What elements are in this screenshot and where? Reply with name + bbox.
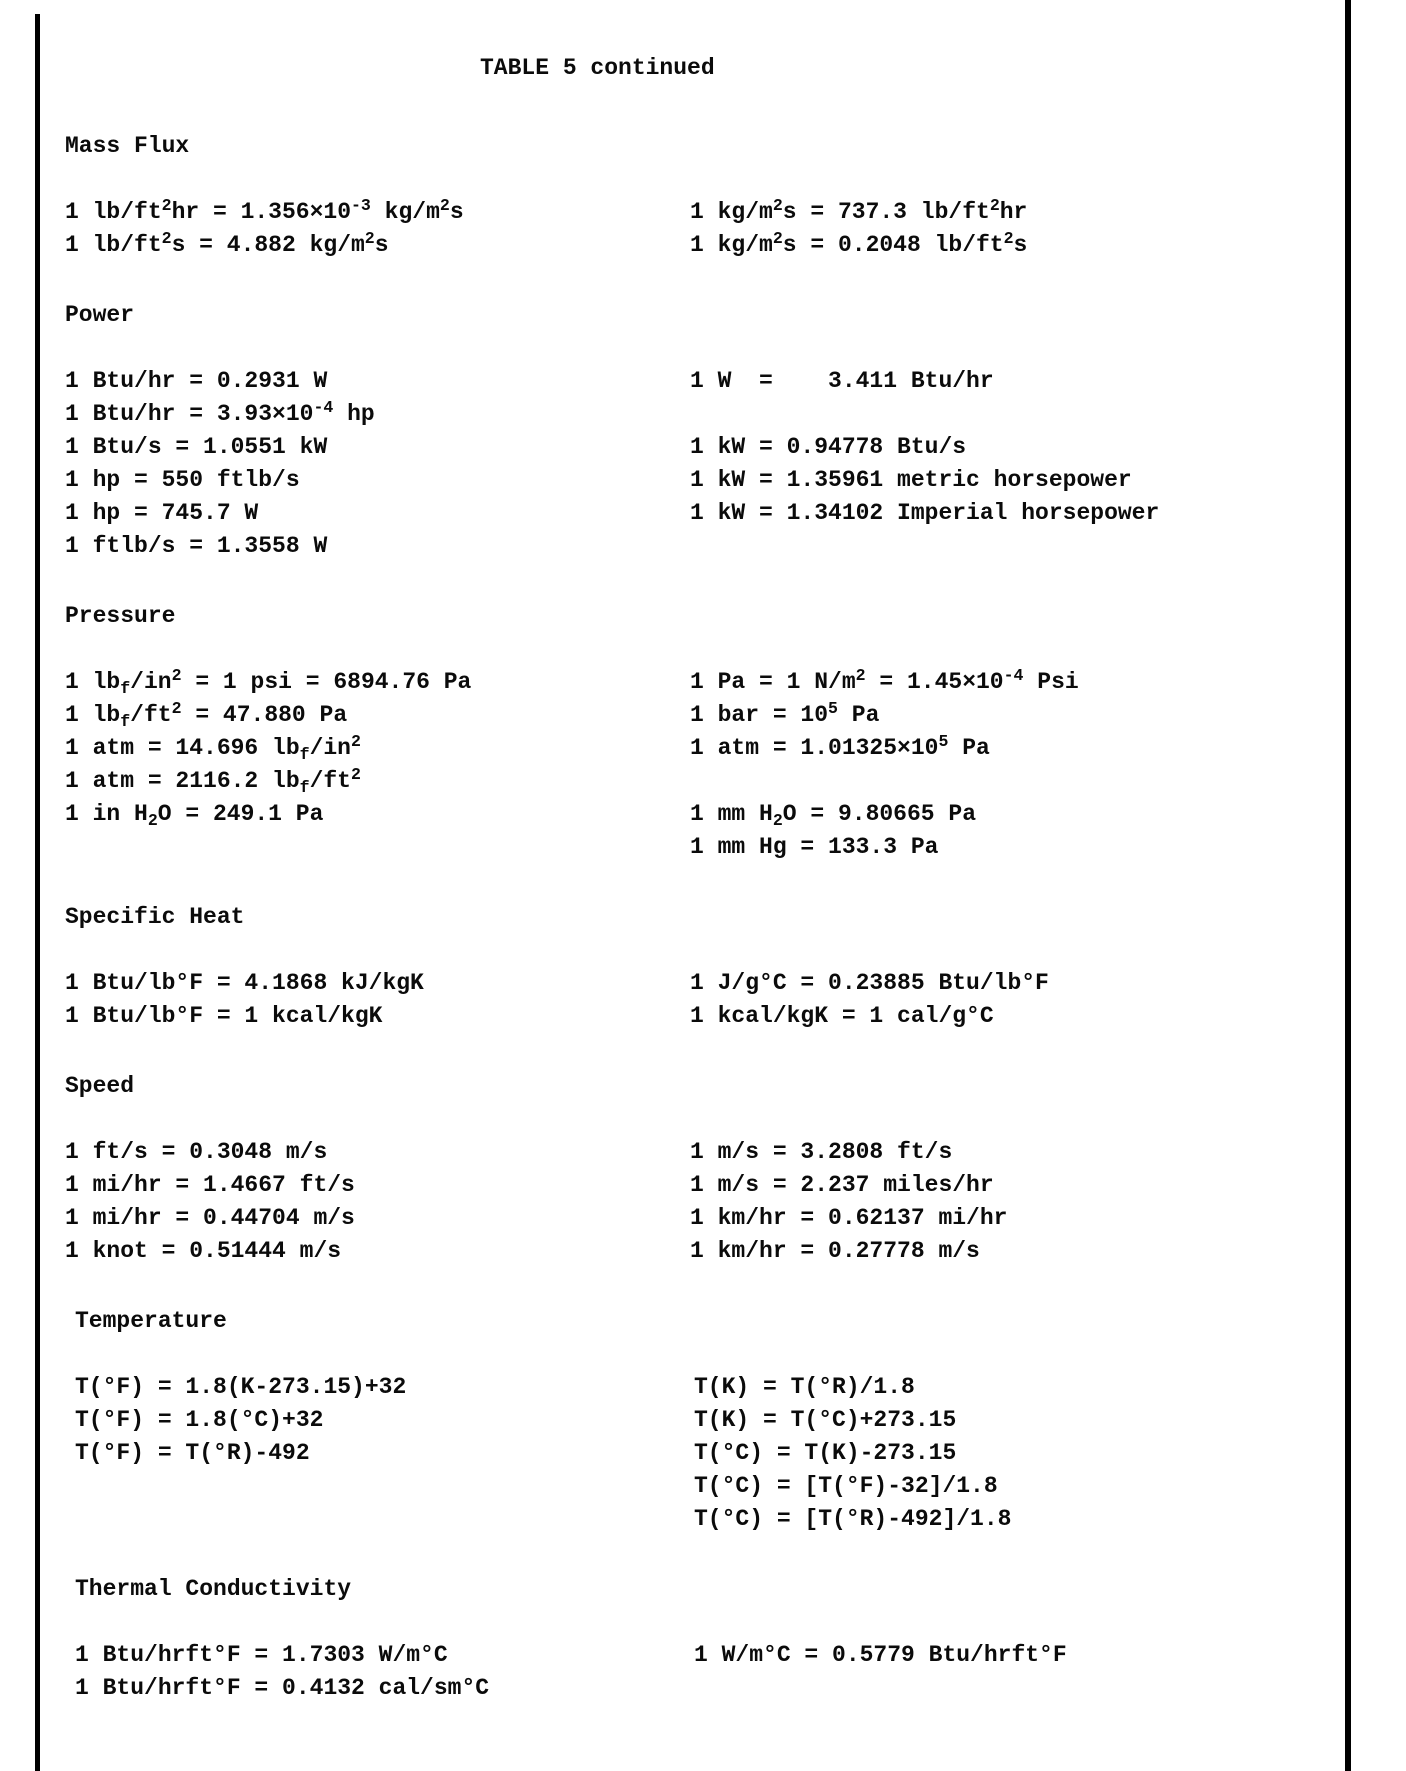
section-heading: Thermal Conductivity [75,1576,352,1602]
conversion-left: 1 Btu/lb°F = 4.1868 kJ/kgK [65,970,424,996]
conversion-left: 1 atm = 14.696 $lb_f/in^2$ [65,732,361,765]
page-border-right [1345,0,1351,1771]
conversion-right: 1 $kg/m^2s = 737.3$ $lb/ft^2hr$ [690,196,1028,225]
conversion-row [65,831,1310,864]
conversion-left: 1 mi/hr = 0.44704 m/s [65,1205,355,1231]
conversion-right: 1 $kg/m^2s = 0.2048$ $lb/ft^2s$ [690,229,1028,258]
conversion-right: 1 kW = 0.94778 Btu/s [690,434,967,460]
conversion-left: 1 $lb/ft^2s = 4.882$ $kg/m^2s$ [65,229,389,258]
conversion-row [65,497,1310,530]
conversion-left: 1 $Btu/hr = 3.93\times 10^{-4}$ hp [65,398,375,427]
section-heading: Specific Heat [65,904,245,930]
conversion-right: T(K) = T(°C)+273.15 [694,1407,957,1433]
conversion-row [65,666,1310,699]
section-heading: Speed [65,1073,135,1099]
section-thermal-conductivity [65,1573,1310,1705]
conversion-row [65,196,1310,229]
conversion-left: 1 ftlb/s = 1.3558 W [65,533,328,559]
conversion-left: 1 knot = 0.51444 m/s [65,1238,342,1264]
conversion-right: 1 mm $H_2O = 9.80665$ Pa [690,801,976,831]
conversion-row [65,1169,1310,1202]
conversion-row [65,732,1310,765]
page-content [65,52,1310,1705]
conversion-right: 1 bar = $10^5$ Pa [690,699,880,728]
conversion-right [690,530,1310,563]
conversion-right: 1 atm = $1.01325\times 10^5$ Pa [690,732,990,761]
conversion-left: T(°F) = T(°R)-492 [75,1440,310,1466]
conversion-left: 1 Btu/s = 1.0551 kW [65,434,328,460]
conversion-row [65,365,1310,398]
conversion-left: 1 mi/hr = 1.4667 ft/s [65,1172,355,1198]
conversion-left: T(°F) = 1.8(K-273.15)+32 [75,1374,407,1400]
conversion-right [690,765,1310,798]
conversion-row [65,967,1310,1000]
conversion-left: 1 atm = 2116.2 $lb_f/ft^2$ [65,765,361,798]
conversion-row [65,1202,1310,1235]
conversion-row [65,1371,1310,1404]
conversion-right: 1 Pa = 1 $N/m^2 = 1.45\times 10^{-4}$ Psi [690,666,1079,695]
conversion-right: 1 m/s = 3.2808 ft/s [690,1139,953,1165]
conversion-left [65,831,690,864]
conversion-left: 1 Btu/hrft°F = 1.7303 W/m°C [75,1642,448,1668]
conversion-right: T(°C) = [T(°F)-32]/1.8 [694,1473,998,1499]
conversion-left: 1 in $H_2O = 249.1$ Pa [65,801,324,831]
conversion-right: 1 kW = 1.35961 metric horsepower [690,467,1132,493]
conversion-right: T(°C) = T(K)-273.15 [694,1440,957,1466]
section-power [65,299,1310,563]
conversion-row [65,1672,1310,1705]
section-heading: Pressure [65,603,176,629]
conversion-left: 1 Btu/hr = 0.2931 W [65,368,328,394]
page-border-left [35,14,40,1771]
section-heading: Power [65,302,135,328]
section-heading: Mass Flux [65,133,190,159]
conversion-row [65,464,1310,497]
section-speed [65,1070,1310,1268]
conversion-row [65,229,1310,262]
conversion-left: 1 Btu/hrft°F = 0.4132 cal/sm°C [75,1675,490,1701]
conversion-row [65,1235,1310,1268]
conversion-row [65,530,1310,563]
conversion-row [65,1503,1310,1536]
conversion-row [65,1470,1310,1503]
section-heading: Temperature [75,1308,227,1334]
conversion-right: 1 J/g°C = 0.23885 Btu/lb°F [690,970,1049,996]
conversion-left: 1 ft/s = 0.3048 m/s [65,1139,328,1165]
conversion-row [65,765,1310,798]
conversion-right: 1 kcal/kgK = 1 cal/g°C [690,1003,994,1029]
conversion-left [65,1503,690,1536]
conversion-left [65,1470,690,1503]
conversion-right: T(K) = T(°R)/1.8 [694,1374,915,1400]
conversion-left: 1 hp = 550 ftlb/s [65,467,300,493]
conversion-left: T(°F) = 1.8(°C)+32 [75,1407,324,1433]
conversion-right: 1 km/hr = 0.27778 m/s [690,1238,980,1264]
conversion-left: 1 hp = 745.7 W [65,500,259,526]
conversion-right: 1 W = 3.411 Btu/hr [690,368,994,394]
conversion-row [65,1639,1310,1672]
section-specific-heat [65,901,1310,1033]
section-pressure [65,600,1310,864]
conversion-right: 1 m/s = 2.237 miles/hr [690,1172,994,1198]
section-mass-flux [65,130,1310,262]
conversion-row [65,1437,1310,1470]
section-temperature [65,1305,1310,1536]
conversion-row [65,1000,1310,1033]
conversion-row [65,798,1310,831]
conversion-row [65,431,1310,464]
page-title: TABLE 5 continued [480,55,715,81]
conversion-right: 1 W/m°C = 0.5779 Btu/hrft°F [694,1642,1067,1668]
conversion-left: 1 Btu/lb°F = 1 kcal/kgK [65,1003,383,1029]
conversion-left: 1 $lb_f/in^2 = 1$ psi = 6894.76 Pa [65,666,472,699]
conversion-right: 1 mm Hg = 133.3 Pa [690,834,939,860]
conversion-right: 1 kW = 1.34102 Imperial horsepower [690,500,1160,526]
conversion-right: T(°C) = [T(°R)-492]/1.8 [694,1506,1012,1532]
conversion-row [65,1136,1310,1169]
conversion-right [690,1672,1310,1705]
conversion-row [65,1404,1310,1437]
conversion-row [65,699,1310,732]
conversion-row [65,398,1310,431]
conversion-left: 1 $lb_f/ft^2 = 47.880$ Pa [65,699,348,732]
conversion-right [690,398,1310,431]
conversion-left: 1 $lb/ft^2hr = 1.356\times 10^{-3}$ $kg/m^2s$ [65,196,464,225]
conversion-right: 1 km/hr = 0.62137 mi/hr [690,1205,1008,1231]
